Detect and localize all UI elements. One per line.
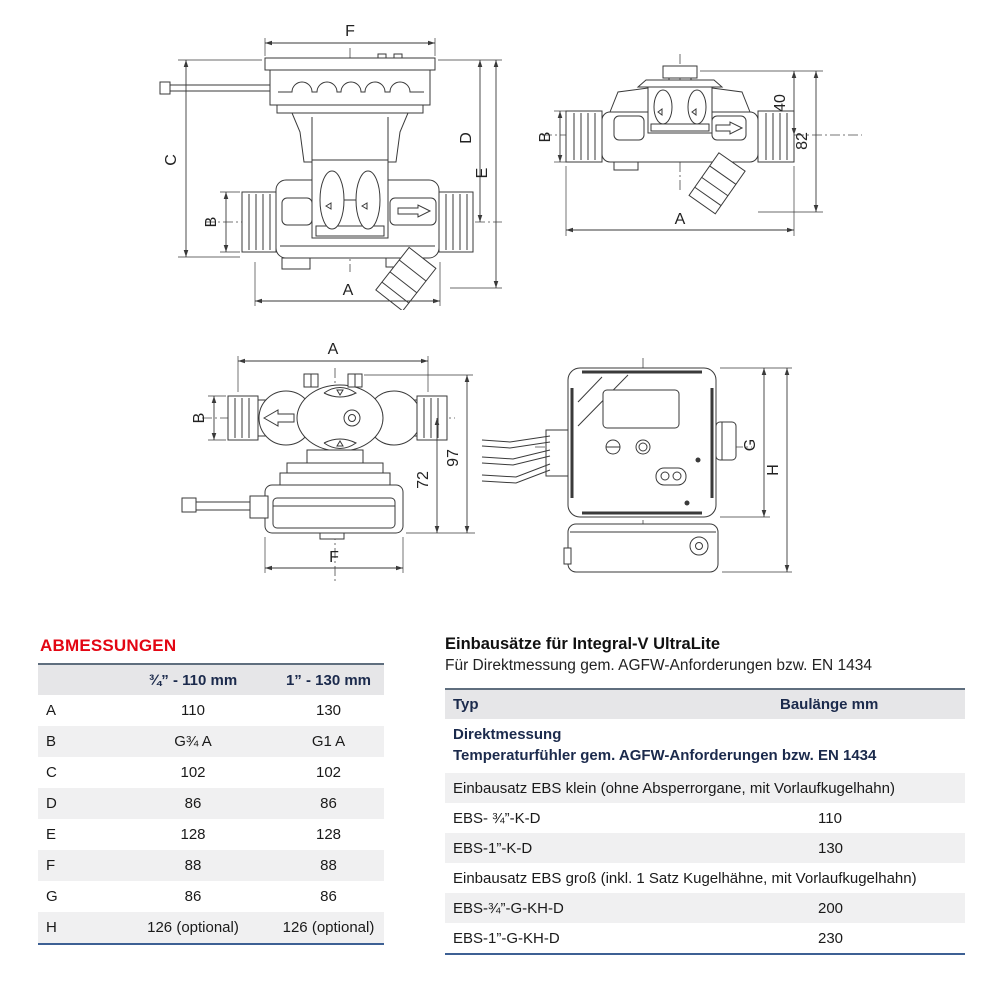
table-row: EBS-1”-G-KH-D 230 xyxy=(453,929,844,947)
register-top-view xyxy=(182,450,403,539)
header-col-34inch: ¾” - 110 mm xyxy=(148,671,238,689)
integrator-box xyxy=(546,368,736,517)
drawing-front-view xyxy=(150,10,510,310)
display xyxy=(603,390,679,428)
dim-label-a: A xyxy=(342,282,354,299)
drawing-top-view xyxy=(180,330,500,590)
header-baulaenge: Baulänge mm xyxy=(780,696,879,713)
side-knob xyxy=(716,422,736,460)
dim-label-c: C xyxy=(163,154,180,166)
kits-title: Einbausätze für Integral-V UltraLite xyxy=(445,635,721,653)
dimensions-table xyxy=(38,663,384,945)
dim-label-g: G xyxy=(742,438,759,452)
register-box xyxy=(265,54,435,113)
dimensions-table-header xyxy=(38,665,384,695)
table-row: F 88 88 xyxy=(38,850,384,881)
table-row: C 102 102 xyxy=(46,764,342,781)
table-row: EBS-1”-K-D 130 xyxy=(445,833,965,863)
meter-base-body xyxy=(566,66,794,170)
table-row: D 86 86 xyxy=(38,788,384,819)
header-typ: Typ xyxy=(453,696,479,713)
dim-label-82: 82 xyxy=(794,132,811,150)
kits-subtitle: Für Direktmessung gem. AGFW-Anforderungen bzw. EN 1434 xyxy=(445,657,873,674)
meter-top-body xyxy=(228,374,447,451)
adapter xyxy=(292,113,408,162)
dim-label-b: B xyxy=(203,216,220,228)
drawing-integrator-view xyxy=(480,340,800,590)
table-row: G 86 86 xyxy=(46,888,337,905)
kits-table-header xyxy=(445,690,965,719)
dimensions-section xyxy=(38,636,384,945)
section-header-direktmessung: Direktmessung Temperaturfühler gem. AGFW-Anforderungen bzw. EN 1434 xyxy=(453,726,877,764)
dim-label-h: H xyxy=(765,464,782,476)
dim-label-b: B xyxy=(537,131,554,143)
group-row: Einbausatz EBS groß (inkl. 1 Satz Kugelhähne, mit Vorlaufkugelhahn) xyxy=(453,869,917,887)
cable-bracket xyxy=(546,430,568,476)
dim-label-b: B xyxy=(191,412,208,424)
dim-label-f: F xyxy=(329,549,339,566)
dim-label-97: 97 xyxy=(445,449,462,467)
dim-label-d: D xyxy=(458,132,475,144)
dimensions-title: ABMESSUNGEN xyxy=(40,636,177,655)
mounting-kits-section xyxy=(445,635,965,955)
table-row: EBS-¾”-G-KH-D 200 xyxy=(445,893,965,923)
table-row: H 126 (optional) 126 (optional) xyxy=(38,912,384,943)
cables xyxy=(482,436,550,483)
table-row: E 128 128 xyxy=(46,826,342,843)
header-col-1inch: 1” - 130 mm xyxy=(285,671,372,689)
meter-body xyxy=(242,160,473,269)
dim-label-a: A xyxy=(327,341,339,358)
dim-label-e: E xyxy=(474,167,491,179)
dim-label-f: F xyxy=(345,23,355,40)
bottom-module xyxy=(564,524,718,572)
table-row: B G¾ A G1 A xyxy=(38,726,384,757)
dim-label-a: A xyxy=(674,211,686,228)
dim-label-40: 40 xyxy=(772,94,789,112)
table-row: EBS- ¾”-K-D 110 xyxy=(453,809,842,827)
dim-label-72: 72 xyxy=(415,471,432,489)
table-row: A 110 130 xyxy=(46,702,342,719)
probe xyxy=(160,82,270,94)
group-row: Einbausatz EBS klein (ohne Absperrorgane, mit Vorlaufkugelhahn) xyxy=(445,773,965,803)
sensor-connector xyxy=(656,468,686,485)
drawing-base-view xyxy=(530,40,870,240)
kits-table xyxy=(445,688,965,955)
